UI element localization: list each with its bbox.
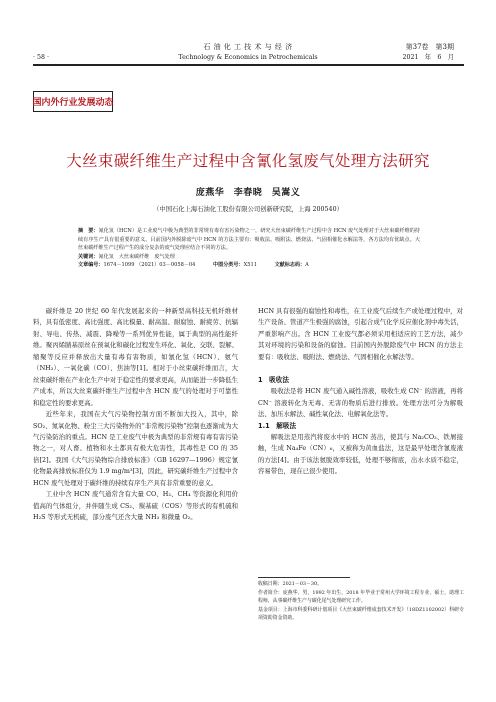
journal-name-cn: 石 油 化 工 技 术 与 经 济: [203, 43, 293, 51]
body-paragraph: 碳纤维是 20 世纪 60 年代发展起来的一种新型高科技无机纤维材料，具有低密度、高比强度、高比模量、耐高温、耐腐蚀、耐疲劳、抗辐射、导电、传热、减震、降噪等一系列优异性能，属于典型的高性能纤维。聚丙烯腈基原丝在预氧化和碳化过程发生环化、氧化、交联、裂解、缩聚等反应并释放出大量有毒有害物质，如氰化氢（HCN）、氨气（NH₃）、一氧化碳（CO）、焦油等[1]。相对于小丝束碳纤维而言，大丝束碳纤维在产业化生产中对于稳定性的要求更高，从而能进一步降低生产成本，所以大丝束碳纤维生产过程中含 HCN 废气的处理对于可靠性和稳定性的要求更高。: [33, 307, 238, 407]
body-paragraph: HCN 具有很强的腐蚀性和毒性，在工业废气后续生产或处理过程中，对生产设备、管道产生极强的腐蚀，引起合成气化学反应催化剂中毒失活，严重影响产出。含 HCN 工业废气都必须采用相适应的工艺方法，减少其对环境的污染和设备的腐蚀。目前国内外脱除废气中 HCN 的方法主要有：吸收法、吸附法、燃烧法、气固相催化水解法等。: [258, 307, 463, 361]
author-affiliation: （中国石化上海石油化工股份有限公司创新研究院，上海 200540）: [153, 206, 343, 213]
body-left-column: [33, 306, 238, 524]
body-paragraph: 吸收法是将 HCN 废气通入碱性溶液，吸收生成 CN⁻ 的溶液，再将 CN⁻ 溶液转化为无毒、无害的物质后进行排放。处理方法可分为解吸法、加压水解法、碱性氧化法、电解氧化法等。: [258, 387, 463, 419]
page-number: · 58 ·: [33, 54, 50, 61]
column-label: 国内外行业发展动态: [32, 98, 114, 108]
body-paragraph: 近些年来，我国在大气污染物控制方面不断加大投入，其中，除 SO₂、氮氧化物、粉尘三大污染物外的“非常规污染物”控制也逐渐成为大气污染防治的重点。HCN 是工业废气中极为典型的非常规有毒有害污染物之一，对人畜、植物和水土都具有极大危害性，其毒性是 CO 的 35 倍[2]。我国《大气污染物综合排放标准》（GB 16297—1996）规定氰化物最高排放标准仅为 1.9 mg/m³[3]，因此，研究碳纤维生产过程中含 HCN 废气处理对于碳纤维的持续有序生产具有非常重要的意义。: [33, 410, 238, 487]
keywords-label: 关键词：: [78, 253, 99, 260]
footnote: [258, 580, 464, 623]
abstract-label: 摘 要：: [78, 228, 99, 234]
body-right-column: [258, 306, 463, 478]
article-meta: [78, 261, 420, 270]
article-title: 大丝束碳纤维生产过程中含氰化氢废气处理方法研究: [66, 152, 430, 170]
column-label-box: [33, 91, 113, 112]
clc-number: 中图分类号：X511: [213, 262, 257, 269]
funding-note: 基金项目：上海市科委科研计划项目《大丝束碳纤维成套技术开发》（18DZ1102002）科研专项资助资金资助。: [258, 606, 464, 622]
journal-volume: 第37卷 第3期: [405, 43, 454, 51]
document-code: 文献标志码：A: [274, 262, 309, 269]
received-date: 收稿日期：2021－03－30。: [258, 581, 323, 587]
keywords: [78, 253, 420, 262]
header-rule: [33, 64, 464, 66]
body-paragraph: 工业中含 HCN 废气通常含有大量 CO、H₂、CH₄ 等资源化利用价值高的气体组分，并伴随生成 CS₂、羰基硫（COS）等形式的有机硫和 H₂S 等形式无机硫，部分废气还含大量 NH₃ 和微量 O₂。: [33, 490, 238, 522]
journal-date: 2021 年 6 月: [402, 54, 454, 61]
keywords-text: 氰化氢 大丝束碳纤维 废气处理: [98, 253, 175, 260]
body-paragraph: 解吸法是用蒸汽将废水中的 HCN 蒸出，使其与 Na₂CO₃、铁屑接触，生成 Na₄Fe（CN）₆，又被称为黄血盐法，这是最早处理含氰废液的方法[4]。由于该法氨脱效率较低，处理不够彻底，出水水质不稳定，容易带色，现在已很少使用。: [258, 432, 463, 476]
footnote-rule: [258, 577, 350, 578]
author-bio: 作者简介：庞燕华，男，1992 年出生，2018 年毕业于常州大学环境工程专业，硕士，助理工程师，从事碳纤维生产与碳化尾气处理研究工作。: [258, 589, 464, 605]
abstract: [78, 227, 420, 253]
section-heading: 1 吸收法: [258, 375, 289, 384]
article-id: 文章编号：1674－1099 （2021）03－0058－04: [78, 262, 196, 269]
journal-name-en: Technology & Economics in Petrochemicals: [178, 54, 318, 61]
article-authors: 庞燕华 李春晓 吴嵩义: [195, 188, 301, 198]
abstract-block: [78, 227, 420, 270]
abstract-text: 氰化氢（HCN）是工业废气中极为典型的非常规有毒有害污染物之一，研究大丝束碳纤维生产过程中含 HCN 废气处理对于大丝束碳纤维的持续有序生产具有很重要的意义。目前国内外脱除废气中 HCN 的方法主要有：吸收法、吸附法、燃烧法、气固相催化水解法等，各方法均有优缺点。大丝束碳纤维生产过程产生的成分复杂的废气处理应结合不同的方法。: [78, 228, 420, 252]
subsection-heading: 1.1 解吸法: [258, 421, 297, 430]
